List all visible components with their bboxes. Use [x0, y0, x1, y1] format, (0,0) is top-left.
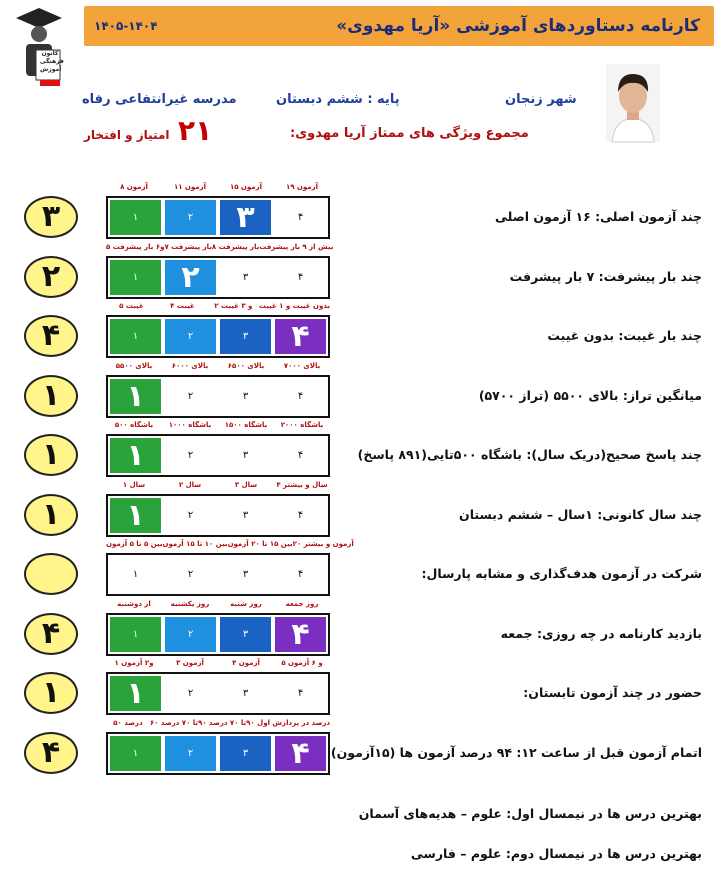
level-cell: ۱: [110, 379, 161, 414]
points-circle: ۱: [24, 494, 78, 536]
title-banner: [84, 6, 714, 46]
level-label: بالای ۵۵۰۰: [115, 362, 153, 370]
level-label: بین ۵ تا ۵ آزمون: [106, 540, 163, 548]
level-scale: [106, 613, 330, 656]
level-label: ۲۰ آزمون و بیشتر: [292, 540, 354, 548]
level-scale: [106, 315, 330, 358]
total-score: ۲۱: [178, 114, 213, 147]
level-label: ۸ بار پیشرفت: [211, 243, 260, 251]
row-level-labels: [106, 540, 354, 552]
level-scale: [106, 375, 330, 418]
page-title: کارنامه دستاوردهای آموزشی «آریا مهدوی»: [336, 16, 700, 36]
row-level-labels: [106, 659, 330, 671]
row-level-labels: [106, 362, 330, 374]
student-school: مدرسه غیرانتفاعی رفاه: [82, 92, 237, 107]
level-cell: ۱: [132, 569, 139, 580]
level-scale: [106, 196, 330, 239]
level-label: ۵ و ۶ آزمون: [281, 659, 323, 667]
level-label: بالای ۶۵۰۰: [227, 362, 265, 370]
criterion-text: چند آزمون اصلی: ۱۶ آزمون اصلی: [494, 209, 702, 224]
level-cell: ۲: [165, 260, 216, 295]
points-circle: ۲: [24, 256, 78, 298]
level-cell: ۳: [242, 569, 249, 580]
level-label: ۱۹ آزمون: [285, 183, 319, 191]
level-label: ۵۰ درصد: [113, 719, 143, 727]
level-label: ۱ سال: [122, 481, 146, 489]
student-grade: پایه : ششم دبستان: [276, 92, 400, 107]
student-photo: [606, 64, 660, 142]
points-circle: ۴: [24, 732, 78, 774]
row-level-labels: [106, 183, 330, 195]
level-cell: ۲: [187, 569, 194, 580]
academic-year: ۱۴۰۵-۱۴۰۴: [94, 19, 158, 33]
points-circle: ۴: [24, 613, 78, 655]
kanoon-logo: [6, 4, 72, 88]
level-cell: ۲: [187, 688, 194, 699]
criterion-text: چند بار غیبت: بدون غیبت: [547, 328, 702, 343]
level-cell: ۲: [187, 391, 194, 402]
best-lessons-first-term: بهترین درس ها در نیمسال اول: علوم – هدیه‌های آسمان: [358, 806, 702, 821]
level-label: ۱۱ آزمون: [173, 183, 207, 191]
level-label: ۳ آزمون: [176, 659, 204, 667]
level-label: ۵ غیبت: [119, 302, 144, 310]
row-level-labels: [106, 719, 330, 731]
level-label: ۹۰ درصد در پردازش اول: [246, 719, 330, 727]
level-cell: ۴: [275, 736, 326, 771]
level-label: باشگاه ۱۵۰۰: [224, 421, 268, 429]
level-label: ۳ سال: [234, 481, 258, 489]
level-cell: ۴: [297, 212, 304, 223]
level-cell: ۴: [297, 688, 304, 699]
level-label: ۱۵ آزمون: [229, 183, 263, 191]
level-label: ۴ آزمون: [232, 659, 260, 667]
level-cell: ۲: [165, 319, 216, 354]
criterion-text: چند سال کانونی: ۱سال – ششم دبستان: [459, 507, 702, 522]
best-lessons-second-term: بهترین درس ها در نیمسال دوم: علوم – فارسی: [410, 846, 702, 861]
points-circle: ۴: [24, 315, 78, 357]
level-label: ۷ بار پیشرفت: [164, 243, 212, 251]
level-label: بین ۱۰ تا ۱۵ آزمون: [162, 540, 228, 548]
criterion-text: میانگین تراز: بالای ۵۵۰۰ (تراز ۵۷۰۰): [478, 388, 702, 403]
level-label: بدون غیبت و ۱ غیبت: [258, 302, 331, 310]
level-label: ۶۰ تا ۷۰ درصد: [149, 719, 199, 727]
row-level-labels: [106, 302, 330, 314]
level-scale: [106, 732, 330, 775]
points-circle: ۱: [24, 375, 78, 417]
level-cell: ۳: [242, 510, 249, 521]
level-cell: ۱: [110, 676, 161, 711]
level-cell: ۲: [165, 200, 216, 235]
score-label: امتیاز و افتخار: [84, 128, 170, 142]
level-label: ۲ سال: [178, 481, 202, 489]
level-scale: [106, 494, 330, 537]
points-circle: ۱: [24, 672, 78, 714]
level-scale: [106, 553, 330, 596]
level-cell: ۱: [110, 498, 161, 533]
level-cell: ۲: [165, 617, 216, 652]
level-cell: ۴: [297, 391, 304, 402]
level-cell: ۲: [165, 736, 216, 771]
level-label: روز شنبه: [230, 600, 262, 608]
logo-line-2: فرهنگی: [40, 58, 64, 65]
row-level-labels: [106, 481, 330, 493]
level-cell: ۳: [242, 272, 249, 283]
level-label: روز یکشنبه: [170, 600, 210, 608]
level-cell: ۱: [110, 438, 161, 473]
criterion-text: چند بار پیشرفت: ۷ بار پیشرفت: [509, 269, 702, 284]
level-cell: ۳: [220, 319, 271, 354]
level-scale: [106, 434, 330, 477]
criterion-text: حضور در چند آزمون تابستان:: [523, 685, 702, 700]
level-cell: ۳: [220, 617, 271, 652]
level-scale: [106, 672, 330, 715]
points-circle: ۱: [24, 434, 78, 476]
level-label: ۴ سال و بیشتر: [276, 481, 328, 489]
row-level-labels: [106, 600, 330, 612]
criterion-text: شرکت در آزمون هدف‌گذاری و مشابه پارسال:: [421, 566, 702, 581]
level-label: بین ۱۵ تا ۲۰ آزمون: [227, 540, 293, 548]
level-cell: ۲: [187, 450, 194, 461]
level-cell: ۴: [297, 450, 304, 461]
level-label: ۹۰ تا ۷۰ درصد: [198, 719, 247, 727]
level-cell: ۴: [297, 510, 304, 521]
level-label: باشگاه ۲۰۰۰: [280, 421, 324, 429]
level-label: باشگاه ۱۰۰۰: [168, 421, 212, 429]
level-label: بالای ۶۰۰۰: [171, 362, 209, 370]
level-cell: ۴: [297, 272, 304, 283]
level-label: ۲ و ۳ غیبت: [214, 302, 253, 310]
graduate-icon: [6, 4, 72, 88]
level-label: روز جمعه: [285, 600, 319, 608]
level-cell: ۲: [187, 510, 194, 521]
level-scale: [106, 256, 330, 299]
level-label: ۸ آزمون: [120, 183, 148, 191]
student-city: شهر زنجان: [505, 92, 577, 107]
level-cell: ۳: [242, 688, 249, 699]
level-label: ۴ غیبت: [170, 302, 195, 310]
level-cell: ۱: [110, 200, 161, 235]
level-cell: ۱: [110, 319, 161, 354]
level-label: ۵ و۶ بار پیشرفت: [106, 243, 165, 251]
level-cell: ۱: [110, 617, 161, 652]
criterion-text: اتمام آزمون قبل از ساعت ۱۲: ۹۴ درصد آزمون ها (۱۵آزمون): [330, 745, 702, 760]
logo-line-3: آموزش: [40, 66, 62, 73]
level-label: بالای ۷۰۰۰: [283, 362, 321, 370]
level-label: باشگاه ۵۰۰: [114, 421, 154, 429]
level-label: بیش از ۹ بار پیشرفت: [259, 243, 334, 251]
level-cell: ۳: [220, 200, 271, 235]
level-cell: ۴: [297, 569, 304, 580]
level-label: ۱ و۲ آزمون: [114, 659, 154, 667]
level-cell: ۳: [220, 736, 271, 771]
points-circle: [24, 553, 78, 595]
level-cell: ۴: [275, 617, 326, 652]
level-cell: ۱: [110, 260, 161, 295]
level-label: از دوشنبه: [117, 600, 151, 608]
logo-line-1: کانون: [41, 50, 59, 57]
level-cell: ۱: [110, 736, 161, 771]
points-circle: ۳: [24, 196, 78, 238]
row-level-labels: [106, 243, 334, 255]
features-label: مجموع ویژگی های ممتاز آریا مهدوی:: [290, 126, 529, 141]
level-cell: ۳: [242, 450, 249, 461]
criterion-text: چند پاسخ صحیح(دریک سال): باشگاه ۵۰۰تایی(۸۹۱ پاسخ): [357, 447, 702, 462]
row-level-labels: [106, 421, 330, 433]
criterion-text: بازدید کارنامه در چه روزی: جمعه: [500, 626, 702, 641]
level-cell: ۳: [242, 391, 249, 402]
level-cell: ۴: [275, 319, 326, 354]
